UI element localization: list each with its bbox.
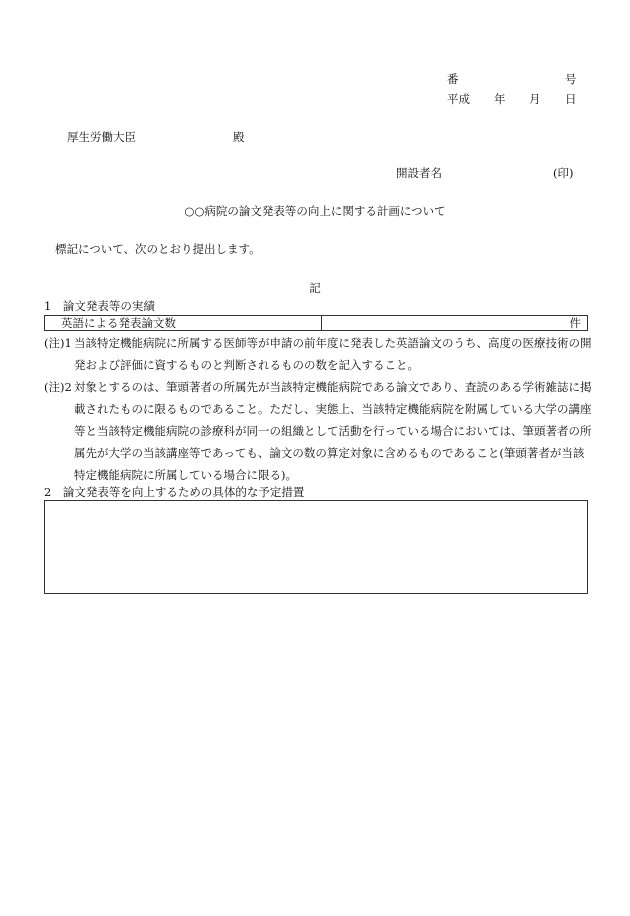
note-2: [44, 376, 592, 486]
addressee-honorific: 殿: [233, 130, 245, 144]
ki-mark: 記: [309, 281, 321, 295]
note-1-mark: (注)1: [44, 336, 72, 350]
section1-heading: 1 論文発表等の実績: [44, 299, 155, 313]
number-suffix: 号: [565, 72, 577, 86]
date-line: [0, 92, 630, 106]
day-label: 日: [565, 92, 577, 106]
paper-count-label: 英語による発表論文数: [61, 316, 176, 330]
measures-input-box[interactable]: [44, 500, 588, 594]
era-label: 平成: [447, 92, 470, 106]
number-label: 番: [447, 72, 459, 86]
note-1-text: 当該特定機能病院に所属する医師等が申請の前年度に発表した英語論文のうち、高度の医療技術の開発および評価に資するものと判断されるものの数を記入すること。: [74, 336, 592, 372]
document-title: ○○病院の論文発表等の向上に関する計画について: [184, 204, 446, 218]
section2-heading: 2 論文発表等を向上するための具体的な予定措置: [44, 485, 305, 499]
seal-mark: (印): [553, 166, 574, 180]
addressee-name: 厚生労働大臣: [67, 130, 136, 144]
paper-count-table: [44, 315, 588, 331]
table-divider: [321, 316, 322, 330]
paper-count-unit: 件: [569, 316, 581, 330]
note-2-text: 対象とするのは、筆頭著者の所属先が当該特定機能病院である論文であり、査読のある学術雑誌に掲載されたものに限るものであること。ただし、実態上、当該特定機能病院を附属している大学の講座等と当該特定機能病院の診療科が同一の組織として活動を行っている場合においては、筆頭著者の所属先が大学の当該講座等であっても、論文の数の算定対象に含めるものであること(筆頭著者が当該特定機能病院に所属している場合に限る)。: [74, 380, 592, 482]
note-1: [44, 332, 592, 376]
year-label: 年: [494, 92, 506, 106]
month-label: 月: [529, 92, 541, 106]
intro-text: 標記について、次のとおり提出します。: [55, 242, 261, 256]
applicant-label: 開設者名: [396, 166, 442, 180]
note-2-mark: (注)2: [44, 380, 72, 394]
